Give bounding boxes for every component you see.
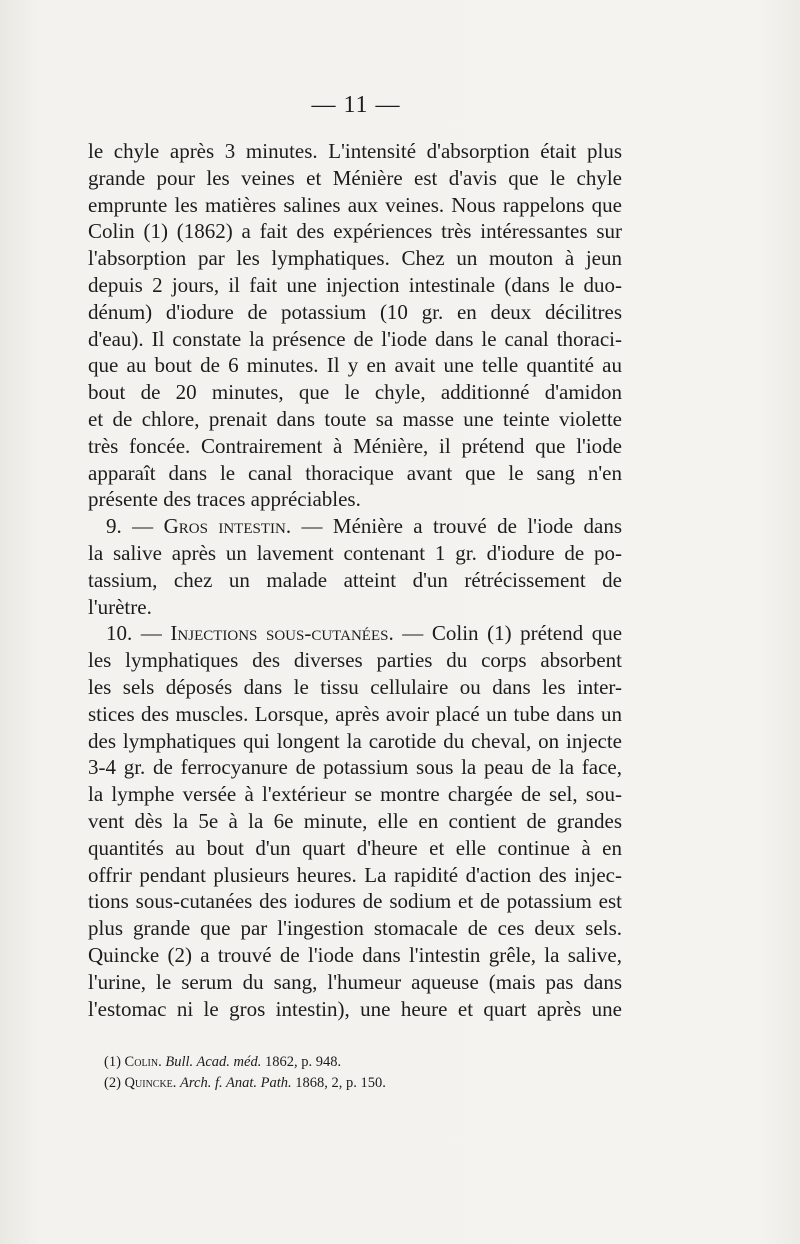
text-line: dénum) d'iodure de potassium (10 gr. en deux décilitres bbox=[88, 299, 622, 324]
body-text bbox=[88, 138, 622, 1022]
section-10-heading-line bbox=[88, 620, 622, 647]
text-line: emprunte les matières salines aux veines. Nous rappelons que bbox=[88, 192, 622, 217]
text-line: présente des traces appréciables. bbox=[88, 487, 361, 512]
footnote-ref: 1862, p. 948. bbox=[264, 1054, 342, 1070]
text-line: l'urètre. bbox=[88, 594, 152, 619]
text-line: apparaît dans le canal thoracique avant que le sang n'en bbox=[88, 460, 622, 485]
section-number: 10. — bbox=[106, 621, 162, 646]
text-line: d'eau). Il constate la présence de l'iode dans le canal thoraci- bbox=[88, 326, 622, 351]
footnote bbox=[104, 1073, 604, 1094]
text-line: depuis 2 jours, il fait une injection intestinale (dans le duo- bbox=[88, 272, 622, 297]
text-line: plus grande que par l'ingestion stomacale de ces deux sels. bbox=[88, 916, 622, 941]
text-line: Colin (1) (1862) a fait des expériences très intéressantes sur bbox=[88, 219, 622, 244]
text-line: vent dès la 5e à la 6e minute, elle en contient de grandes bbox=[88, 808, 622, 833]
section-number: 9. — bbox=[106, 514, 154, 539]
section-heading: Injections sous-cutanées. bbox=[170, 621, 394, 646]
text-line: tassium, chez un malade atteint d'un rétrécissement de bbox=[88, 567, 622, 592]
text-line: grande pour les veines et Ménière est d'avis que le chyle bbox=[88, 165, 622, 190]
page-number: — 11 — bbox=[311, 92, 401, 118]
text-line: tions sous-cutanées des iodures de sodium et de potassium est bbox=[88, 889, 622, 914]
section-9-heading-line bbox=[88, 513, 622, 540]
text-line: l'urine, le serum du sang, l'humeur aqueuse (mais pas dans bbox=[88, 969, 622, 994]
text-line: bout de 20 minutes, que le chyle, additionné d'amidon bbox=[88, 380, 622, 405]
text-line: des lymphatiques qui longent la carotide du cheval, on injecte bbox=[88, 728, 622, 753]
text-line: très foncée. Contrairement à Ménière, il prétend que l'iode bbox=[88, 433, 622, 458]
text-line: Quincke (2) a trouvé de l'iode dans l'intestin grêle, la salive, bbox=[88, 942, 622, 967]
footnote-source: Arch. f. Anat. Path. bbox=[180, 1075, 292, 1091]
footnote-author: Quincke. bbox=[124, 1075, 177, 1091]
text-line: stices des muscles. Lorsque, après avoir placé un tube dans un bbox=[88, 701, 622, 726]
footnote-marker: (1) bbox=[104, 1054, 121, 1070]
footnote-marker: (2) bbox=[104, 1075, 121, 1091]
text-line: et de chlore, prenait dans toute sa masse une teinte violette bbox=[88, 406, 622, 431]
text-fragment: — Colin (1) prétend que bbox=[402, 621, 623, 646]
text-line: les lymphatiques des diverses parties du corps absorbent bbox=[88, 648, 622, 673]
text-line: quantités au bout d'un quart d'heure et elle continue à en bbox=[88, 835, 622, 860]
text-line: l'estomac ni le gros intestin), une heure et quart après une bbox=[88, 996, 622, 1021]
text-line: l'absorption par les lymphatiques. Chez un mouton à jeun bbox=[88, 246, 622, 271]
footnotes bbox=[104, 1052, 604, 1094]
text-line: la salive après un lavement contenant 1 gr. d'iodure de po- bbox=[88, 540, 622, 565]
text-line: 3-4 gr. de ferrocyanure de potassium sous la peau de la face, bbox=[88, 755, 622, 780]
text-line: les sels déposés dans le tissu cellulaire ou dans les inter- bbox=[88, 674, 622, 699]
footnote-ref: 1868, 2, p. 150. bbox=[295, 1075, 386, 1091]
section-heading: Gros intestin. bbox=[163, 514, 292, 539]
text-line: la lymphe versée à l'extérieur se montre chargée de sel, sou- bbox=[88, 782, 622, 807]
text-fragment: — Ménière a trouvé de l'iode dans bbox=[301, 514, 623, 539]
text-line: offrir pendant plusieurs heures. La rapidité d'action des injec- bbox=[88, 862, 622, 887]
footnote-source: Bull. Acad. méd. bbox=[165, 1054, 262, 1070]
footnote bbox=[104, 1052, 604, 1073]
text-line: le chyle après 3 minutes. L'intensité d'absorption était plus bbox=[88, 139, 622, 163]
footnote-author: Colin. bbox=[124, 1054, 162, 1070]
text-line: que au bout de 6 minutes. Il y en avait une telle quantité au bbox=[88, 353, 622, 378]
